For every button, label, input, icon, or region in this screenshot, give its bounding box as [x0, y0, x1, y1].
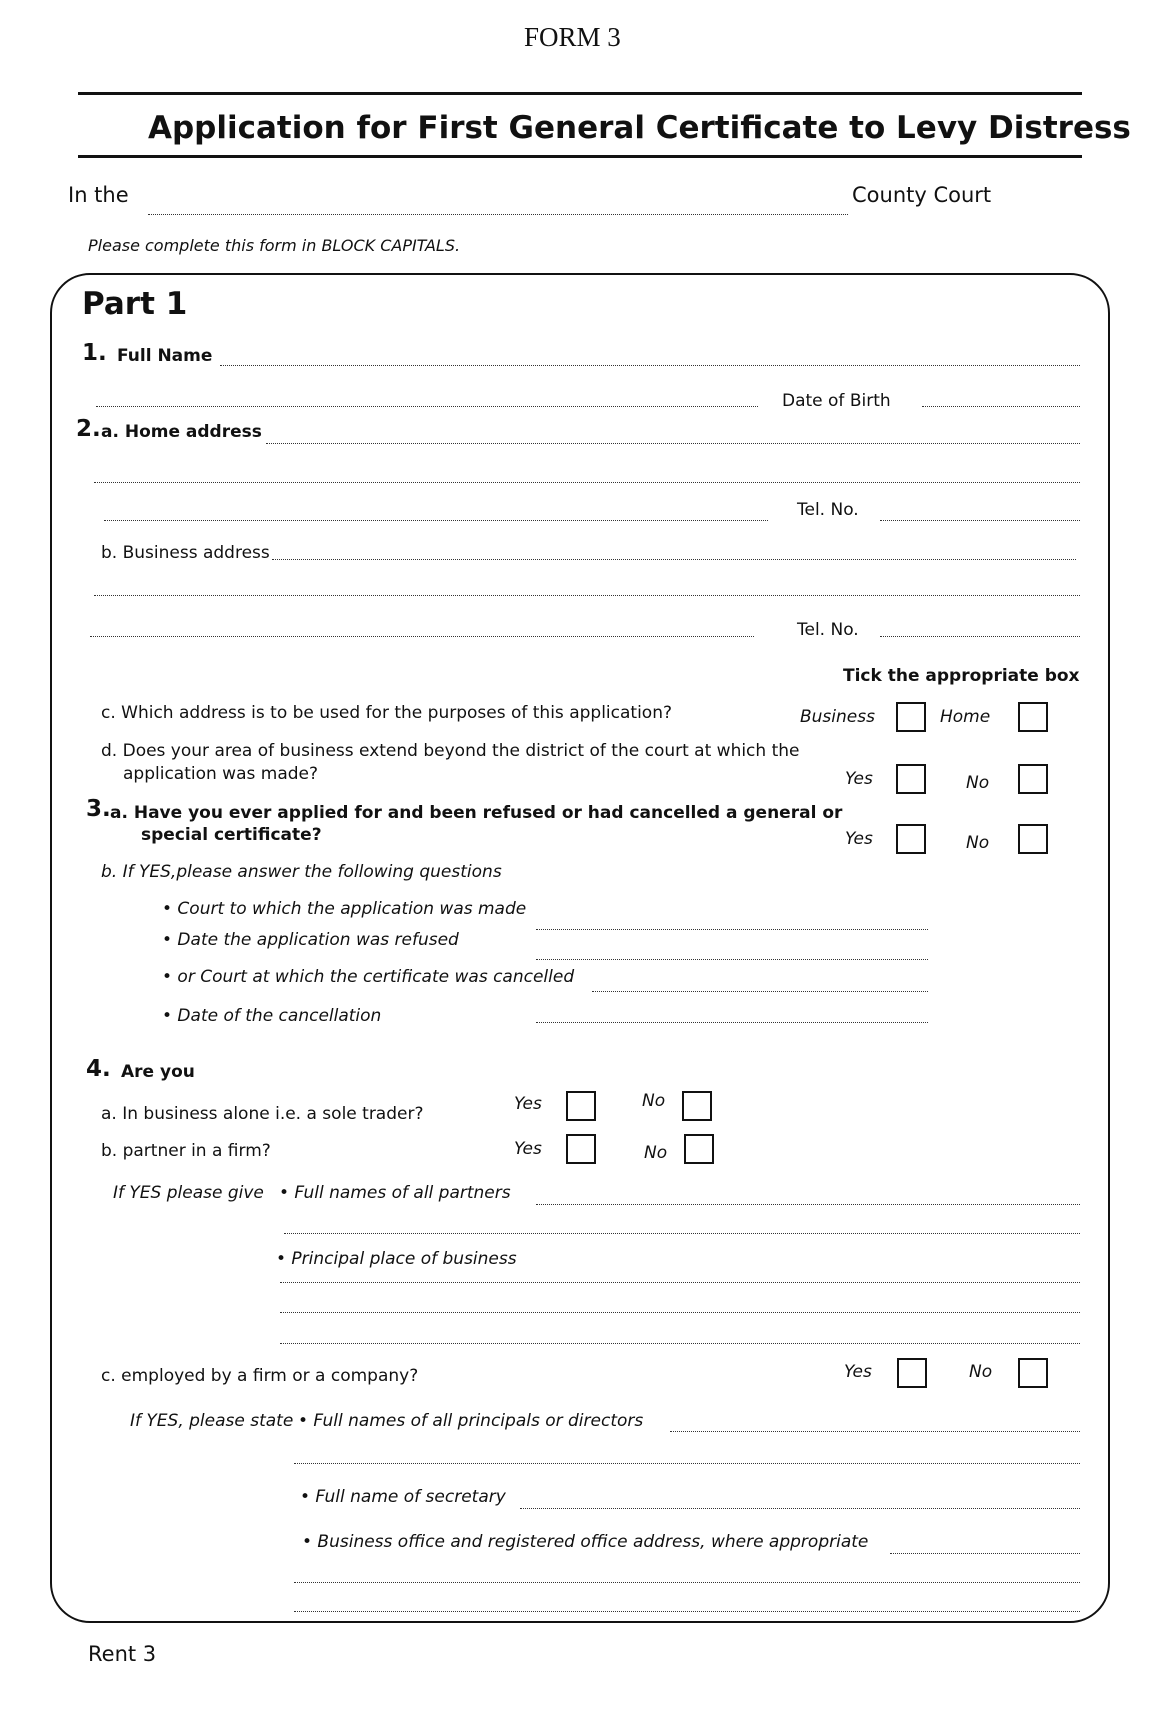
office-address-field[interactable] — [890, 1553, 1080, 1554]
are-you-label: Are you — [121, 1062, 195, 1082]
home-address-checkbox[interactable] — [1018, 702, 1048, 732]
directors-names-field-line-2[interactable] — [294, 1463, 1080, 1464]
partners-names-field[interactable] — [536, 1204, 1080, 1205]
if-yes-state-label: If YES, please state — [130, 1411, 294, 1431]
area-question-line-2: application was made? — [123, 764, 319, 784]
if-yes-give-label: If YES please give — [113, 1183, 264, 1203]
principal-place-label: • Principal place of business — [276, 1249, 517, 1269]
secretary-name-field[interactable] — [520, 1508, 1080, 1509]
full-name-field-line-2[interactable] — [96, 406, 758, 407]
office-address-field-line-2[interactable] — [294, 1582, 1080, 1583]
date-cancelled-label: • Date of the cancellation — [162, 1006, 382, 1026]
business-address-checkbox[interactable] — [896, 702, 926, 732]
employed-no-checkbox[interactable] — [1018, 1358, 1048, 1388]
date-refused-field[interactable] — [536, 959, 928, 960]
form-number: FORM 3 — [524, 22, 621, 52]
partner-no-label: No — [644, 1143, 668, 1163]
part-title: Part 1 — [82, 286, 188, 322]
directors-names-label: • Full names of all principals or directors — [298, 1411, 644, 1431]
county-court-label: County Court — [852, 183, 992, 207]
refused-question-line-1: a. Have you ever applied for and been refused or had cancelled a general or — [110, 803, 843, 823]
court-cancelled-field[interactable] — [592, 991, 928, 992]
date-cancelled-field[interactable] — [536, 1022, 928, 1023]
if-yes-instruction: b. If YES,please answer the following questions — [101, 862, 502, 882]
home-option-label: Home — [940, 707, 991, 727]
page-title: Application for First General Certificate to Levy Distress — [148, 110, 1131, 146]
q1-number: 1. — [82, 340, 107, 366]
in-the-label: In the — [68, 183, 129, 207]
partners-names-label: • Full names of all partners — [279, 1183, 511, 1203]
partner-yes-checkbox[interactable] — [566, 1134, 596, 1164]
sole-trader-no-checkbox[interactable] — [682, 1091, 712, 1121]
employed-yes-checkbox[interactable] — [897, 1358, 927, 1388]
full-name-label: Full Name — [117, 346, 213, 366]
home-address-field-line-2[interactable] — [94, 482, 1080, 483]
sole-trader-yes-label: Yes — [514, 1094, 542, 1114]
area-yes-label: Yes — [845, 769, 873, 789]
business-address-field-line-3[interactable] — [90, 636, 754, 637]
form-code: Rent 3 — [88, 1642, 157, 1666]
sole-trader-yes-checkbox[interactable] — [566, 1091, 596, 1121]
q4-number: 4. — [86, 1056, 111, 1082]
top-rule — [78, 92, 1082, 95]
home-address-field-line-3[interactable] — [104, 520, 768, 521]
refused-yes-label: Yes — [845, 829, 873, 849]
tick-box-header: Tick the appropriate box — [843, 666, 1080, 686]
court-name-field[interactable] — [148, 214, 848, 215]
employed-question: c. employed by a firm or a company? — [101, 1366, 419, 1386]
court-cancelled-label: • or Court at which the certificate was cancelled — [162, 967, 575, 987]
block-capitals-instruction: Please complete this form in BLOCK CAPITALS. — [88, 236, 461, 255]
business-address-field[interactable] — [272, 559, 1076, 560]
refused-no-checkbox[interactable] — [1018, 824, 1048, 854]
employed-no-label: No — [969, 1362, 993, 1382]
area-no-checkbox[interactable] — [1018, 764, 1048, 794]
home-address-field[interactable] — [266, 443, 1080, 444]
principal-place-field-line-2[interactable] — [280, 1312, 1080, 1313]
business-address-field-line-2[interactable] — [94, 595, 1080, 596]
principal-place-field[interactable] — [280, 1282, 1080, 1283]
home-tel-field[interactable] — [880, 520, 1080, 521]
refused-no-label: No — [966, 833, 990, 853]
office-address-label: • Business office and registered office address, where appropriate — [302, 1532, 869, 1552]
title-underline — [78, 155, 1082, 158]
refused-question-line-2: special certificate? — [141, 825, 322, 845]
q3-number: 3. — [86, 796, 111, 822]
home-address-label: a. Home address — [101, 422, 262, 442]
business-tel-label: Tel. No. — [797, 620, 859, 640]
address-choice-question: c. Which address is to be used for the purposes of this application? — [101, 703, 672, 723]
business-option-label: Business — [800, 707, 875, 727]
court-applied-label: • Court to which the application was made — [162, 899, 527, 919]
date-refused-label: • Date the application was refused — [162, 930, 459, 950]
dob-label: Date of Birth — [782, 391, 891, 411]
partners-names-field-line-2[interactable] — [284, 1233, 1080, 1234]
area-no-label: No — [966, 773, 990, 793]
business-tel-field[interactable] — [880, 636, 1080, 637]
q2-number: 2. — [76, 416, 101, 442]
partner-no-checkbox[interactable] — [684, 1134, 714, 1164]
home-tel-label: Tel. No. — [797, 500, 859, 520]
principal-place-field-line-3[interactable] — [280, 1343, 1080, 1344]
court-applied-field[interactable] — [536, 929, 928, 930]
business-address-label: b. Business address — [101, 543, 270, 563]
area-yes-checkbox[interactable] — [896, 764, 926, 794]
partner-question: b. partner in a firm? — [101, 1141, 271, 1161]
sole-trader-no-label: No — [642, 1091, 666, 1111]
employed-yes-label: Yes — [844, 1362, 872, 1382]
full-name-field[interactable] — [220, 365, 1080, 366]
secretary-name-label: • Full name of secretary — [300, 1487, 506, 1507]
sole-trader-question: a. In business alone i.e. a sole trader? — [101, 1104, 424, 1124]
area-question-line-1: d. Does your area of business extend beyond the district of the court at which the — [101, 741, 800, 761]
office-address-field-line-3[interactable] — [294, 1611, 1080, 1612]
dob-field[interactable] — [922, 406, 1080, 407]
refused-yes-checkbox[interactable] — [896, 824, 926, 854]
directors-names-field[interactable] — [670, 1431, 1080, 1432]
partner-yes-label: Yes — [514, 1139, 542, 1159]
